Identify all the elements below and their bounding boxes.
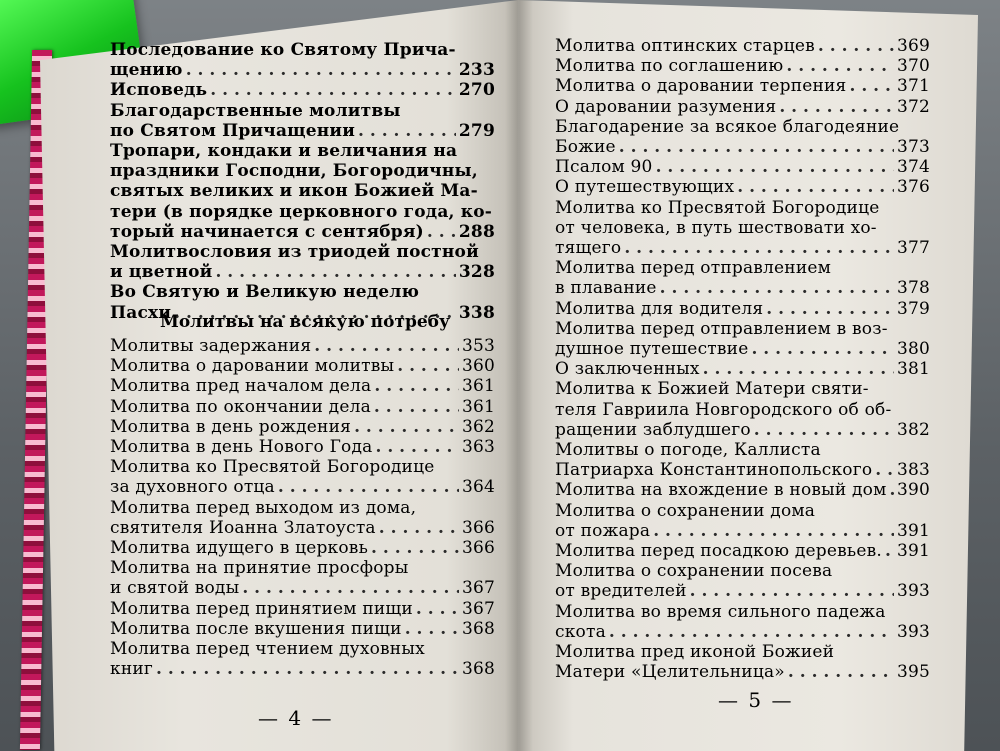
toc-page-number: 288: [458, 221, 495, 242]
toc-entry: [555, 480, 930, 500]
dot-leader: [186, 60, 456, 80]
toc-entry-title: и святой воды: [110, 578, 240, 599]
dot-leader: [374, 376, 459, 396]
toc-entry: [110, 356, 495, 376]
toc-page-number: 374: [896, 157, 930, 178]
toc-page-number: 368: [461, 618, 495, 639]
page-number-right: — 5 —: [718, 688, 794, 712]
page-number-left: — 4 —: [258, 706, 334, 730]
toc-page-number: 391: [896, 520, 930, 541]
toc-entry: [555, 561, 930, 601]
toc-entry-title: Молитва в день Нового Года: [110, 437, 373, 458]
toc-page-number: 270: [458, 80, 495, 101]
toc-page-number: 376: [896, 177, 930, 198]
dot-leader: [354, 417, 459, 437]
toc-entry: [555, 379, 930, 440]
toc-entry: [110, 40, 495, 80]
dot-leader: [660, 278, 894, 298]
toc-entry-title: Молитва на вхождение в новый дом: [555, 480, 887, 501]
dot-leader: [278, 477, 459, 497]
toc-entry-title: Молитва идущего в церковь: [110, 538, 369, 559]
toc-page-number: 279: [458, 120, 495, 141]
dot-leader: [215, 262, 455, 282]
toc-entry: [555, 198, 930, 259]
toc-entry: [555, 258, 930, 298]
dot-leader: [374, 397, 459, 417]
toc-page-number: 393: [896, 581, 930, 602]
toc-entry-title: О даровании разумения: [555, 96, 777, 117]
dot-leader: [358, 121, 456, 141]
toc-entry-title: Божие: [555, 137, 616, 158]
toc-entry: [110, 599, 495, 619]
toc-entry-title: О путешествующих: [555, 177, 735, 198]
dot-leader: [427, 222, 456, 242]
toc-entry: [110, 376, 495, 396]
toc-entry-line: Молитва о сохранении посева: [555, 561, 833, 582]
toc-page-number: 362: [461, 416, 495, 437]
toc-page-number: 366: [461, 538, 495, 559]
toc-entry-title: Молитва по окончании дела: [110, 396, 371, 417]
toc-page-number: 369: [896, 36, 930, 56]
toc-entry-line: Молитвы о погоде, Каллиста: [555, 440, 821, 461]
toc-entry: [555, 541, 930, 561]
toc-entry-title: от пожара: [555, 520, 651, 541]
toc-entry-line: Благодарение за всякое благодеяние: [555, 116, 900, 137]
toc-page-number: 370: [896, 56, 930, 77]
toc-entry-line: Молитва ко Пресвятой Богородице: [110, 457, 435, 478]
toc-entry: [110, 417, 495, 437]
toc-entry: [555, 56, 930, 76]
toc-entry-line: теля Гавриила Новгородского об об-: [555, 399, 892, 420]
toc-entry: [110, 336, 495, 356]
dot-leader: [737, 177, 894, 197]
toc-entry-title: душное путешествие: [555, 339, 749, 360]
dot-leader: [397, 356, 459, 376]
toc-entry: [110, 101, 495, 141]
dot-leader: [818, 36, 894, 56]
toc-entry-title: за духовного отца: [110, 477, 275, 498]
toc-entry: [555, 36, 930, 56]
toc-page-number: 372: [896, 96, 930, 117]
dot-leader: [379, 518, 459, 538]
toc-entry-line: святых великих и икон Божией Ма-: [110, 181, 478, 202]
toc-page-number: 361: [461, 396, 495, 417]
toc-entry-title: в плавание: [555, 278, 657, 299]
toc-entry-title: от вредителей: [555, 581, 687, 602]
toc-page-number: 393: [896, 621, 930, 642]
dot-leader: [656, 157, 894, 177]
toc-entry-line: Молитва ко Пресвятой Богородице: [555, 197, 880, 218]
toc-page-number: 378: [896, 278, 930, 299]
toc-page-number: 377: [896, 238, 930, 259]
toc-entry-title: Молитва о даровании молитвы: [110, 356, 395, 377]
toc-page-number: 366: [461, 517, 495, 538]
dot-leader: [751, 339, 893, 359]
dot-leader: [779, 97, 894, 117]
toc-entry-line: Молитва к Божией Матери святи-: [555, 379, 869, 400]
toc-entry-title: торый начинается с сентября): [110, 221, 424, 242]
toc-entry-title: Молитва по соглашению: [555, 56, 784, 77]
toc-entry: [110, 80, 495, 100]
dot-leader: [788, 662, 894, 682]
toc-entry-title: Молитва оптинских старцев: [555, 36, 815, 56]
toc-entry: [110, 457, 495, 497]
toc-entry-title: Молитва после вкушения пищи: [110, 618, 402, 639]
dot-leader: [703, 359, 894, 379]
toc-entry-title: по Святом Причащении: [110, 120, 356, 141]
toc-entry-title: Молитвы задержания: [110, 336, 312, 356]
dot-leader: [885, 541, 894, 561]
toc-entry-line: тери (в порядке церковного года, ко-: [110, 201, 493, 222]
toc-entry-title: тящего: [555, 238, 622, 259]
toc-entry-title: ращении заблудшего: [555, 419, 751, 440]
toc-page-number: 364: [461, 477, 495, 498]
toc-entry: [555, 501, 930, 541]
toc-page-number: 367: [461, 598, 495, 619]
toc-entry-line: от человека, в путь шествовати хо-: [555, 217, 877, 238]
toc-entry-line: праздники Господни, Богородичны,: [110, 161, 478, 182]
toc-entry-title: Молитва перед принятием пищи: [110, 598, 413, 619]
toc-entry-title: Молитва для водителя: [555, 298, 764, 319]
toc-page-number: 391: [896, 541, 930, 562]
toc-entry-title: книг: [110, 659, 153, 680]
toc-entry-line: Молитва перед отправлением в воз-: [555, 318, 888, 339]
toc-entry: [110, 437, 495, 457]
toc-entry-line: Молитва пред иконой Божией: [555, 642, 835, 663]
toc-entry-line: Молитва перед выходом из дома,: [110, 497, 417, 518]
toc-entry: [555, 299, 930, 319]
dot-leader: [786, 56, 894, 76]
toc-entry-title: Исповедь: [110, 80, 208, 101]
toc-page-number: 379: [896, 298, 930, 319]
toc-entry-line: Благодарственные молитвы: [110, 100, 401, 121]
toc-entry: [110, 538, 495, 558]
dot-leader: [314, 336, 459, 356]
toc-entry: [110, 141, 495, 242]
toc-entry: [110, 242, 495, 282]
toc-page-number: 353: [461, 336, 495, 356]
dot-leader: [624, 238, 894, 258]
toc-page-number: 361: [461, 376, 495, 397]
toc-entry-title: скота: [555, 621, 606, 642]
dot-leader: [690, 581, 894, 601]
toc-entry: [555, 97, 930, 117]
toc-entry-title: и цветной: [110, 262, 213, 283]
dot-leader: [890, 480, 894, 500]
toc-page-number: 360: [461, 356, 495, 377]
toc-page-number: 390: [896, 480, 930, 501]
toc-entry: [555, 117, 930, 157]
toc-entry-line: Молитва о сохранении дома: [555, 500, 816, 521]
dot-leader: [371, 538, 459, 558]
toc-entry-title: Матери «Целительница»: [555, 662, 785, 683]
toc-entry-line: Молитва перед отправлением: [555, 258, 832, 279]
dot-leader: [156, 659, 459, 679]
right-toc: [555, 36, 930, 683]
left-toc-bottom: [110, 336, 495, 679]
toc-entry-line: Молитва во время сильного падежа: [555, 601, 886, 622]
toc-entry-line: Молитвословия из триодей постной: [110, 242, 479, 263]
dot-leader: [619, 137, 894, 157]
toc-page-number: 380: [896, 339, 930, 360]
toc-entry: [555, 319, 930, 359]
toc-entry-line: Молитва на принятие просфоры: [110, 558, 409, 579]
toc-entry-title: Молитва пред началом дела: [110, 376, 372, 397]
toc-page-number: 371: [896, 76, 930, 97]
toc-entry: [110, 639, 495, 679]
toc-page-number: 363: [461, 437, 495, 458]
toc-entry-title: Псалом 90: [555, 157, 653, 178]
toc-entry-title: святителя Иоанна Златоуста: [110, 517, 376, 538]
dot-leader: [405, 619, 459, 639]
dot-leader: [766, 299, 894, 319]
toc-page-number: 373: [896, 137, 930, 158]
toc-entry: [555, 359, 930, 379]
toc-entry-line: Во Святую и Великую неделю: [110, 282, 420, 303]
toc-entry: [555, 602, 930, 642]
dot-leader: [754, 420, 894, 440]
toc-entry: [110, 619, 495, 639]
toc-page-number: 395: [896, 662, 930, 683]
toc-entry: [555, 177, 930, 197]
section-heading: Молитвы на всякую потребу: [160, 312, 450, 332]
dot-leader: [653, 521, 894, 541]
dot-leader: [242, 578, 459, 598]
toc-entry: [555, 642, 930, 682]
toc-entry: [555, 76, 930, 96]
toc-entry-title: Молитва о даровании терпения: [555, 76, 847, 97]
toc-entry: [110, 498, 495, 538]
left-toc-top: [110, 40, 495, 323]
toc-entry: [110, 397, 495, 417]
dot-leader: [849, 76, 893, 96]
toc-entry-title: Молитва в день рождения: [110, 416, 352, 437]
toc-entry-title: щению: [110, 60, 183, 81]
dot-leader: [210, 80, 456, 100]
toc-entry-line: Тропари, кондаки и величания на: [110, 141, 458, 162]
toc-page-number: 233: [458, 60, 495, 81]
toc-entry-title: О заключенных: [555, 359, 700, 380]
dot-leader: [609, 622, 894, 642]
toc-page-number: 328: [458, 262, 495, 283]
toc-page-number: 368: [461, 659, 495, 680]
toc-page-number: 367: [461, 578, 495, 599]
toc-page-number: 383: [896, 460, 930, 481]
toc-entry-title: Пасхи: [110, 302, 172, 323]
dot-leader: [375, 437, 458, 457]
toc-entry-line: Последование ко Святому Прича-: [110, 40, 456, 60]
toc-entry: [555, 440, 930, 480]
toc-page-number: 338: [458, 302, 495, 323]
toc-page-number: 381: [896, 359, 930, 380]
toc-entry: [110, 558, 495, 598]
toc-entry-line: Молитва перед чтением духовных: [110, 639, 425, 660]
toc-entry-title: Молитва перед посадкою деревьев.: [555, 541, 882, 562]
dot-leader: [416, 599, 459, 619]
toc-page-number: 382: [896, 419, 930, 440]
toc-entry-title: Патриарха Константинопольского: [555, 460, 873, 481]
toc-entry: [555, 157, 930, 177]
dot-leader: [875, 460, 894, 480]
